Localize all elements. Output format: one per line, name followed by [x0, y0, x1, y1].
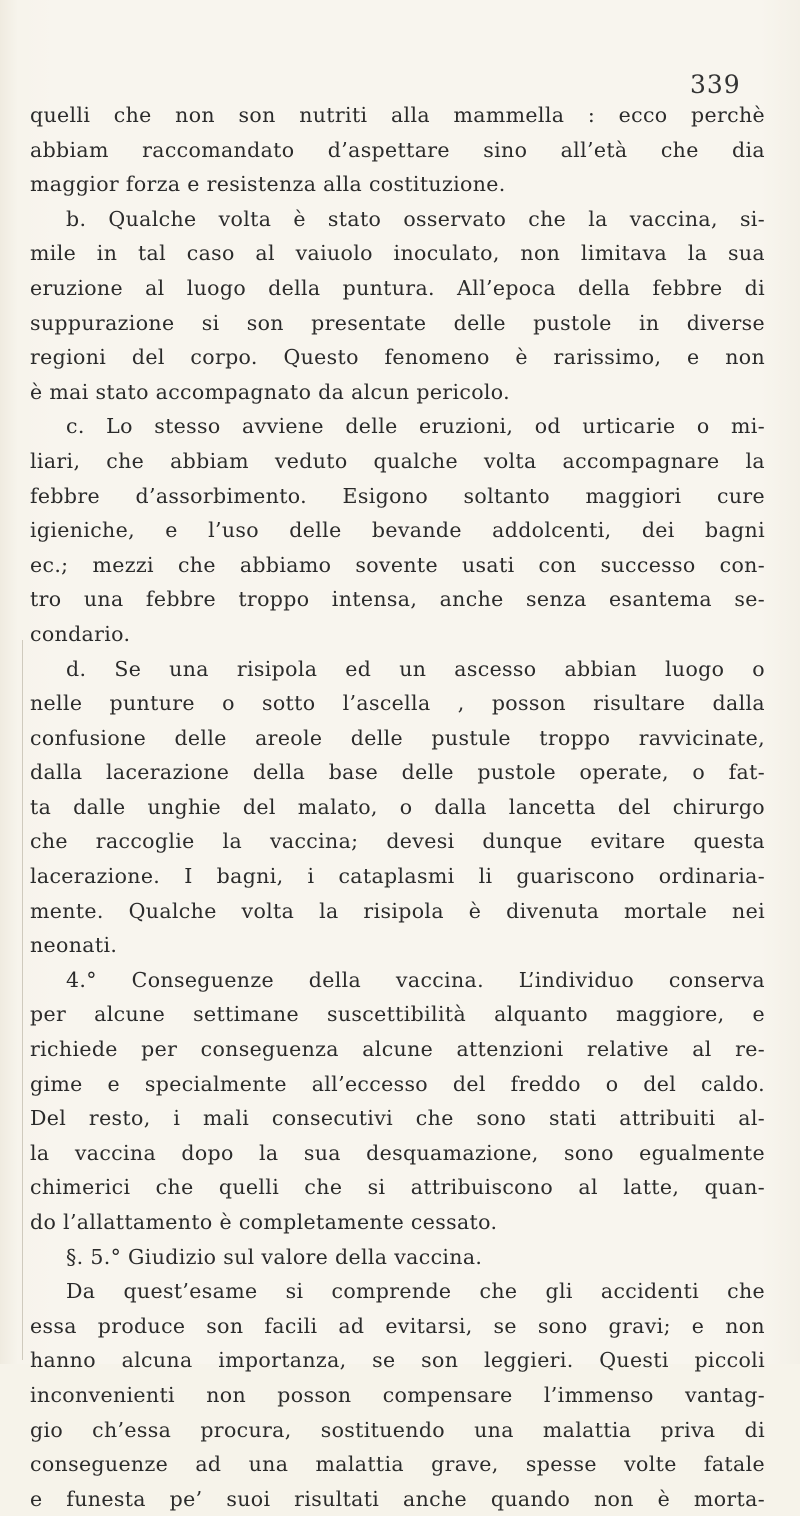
text-line: conseguenze ad una malattia grave, spesse volte fatale	[30, 1452, 765, 1477]
text-line: inconvenienti non posson compensare l’immenso vantag-	[30, 1382, 765, 1407]
text-line: per alcune settimane suscettibilità alquanto maggiore, e	[30, 1002, 765, 1027]
text-line: abbiam raccomandato d’aspettare sino all’età che dia	[30, 137, 765, 162]
text-line: richiede per conseguenza alcune attenzioni relative al re-	[30, 1037, 765, 1062]
text-line: essa produce son facili ad evitarsi, se sono gravi; e non	[30, 1313, 765, 1338]
text-line: quelli che non son nutriti alla mammella : ecco perchè	[30, 103, 765, 127]
text-line: chimerici che quelli che si attribuiscono al latte, quan-	[30, 1175, 765, 1200]
text-line: c. Lo stesso avviene delle eruzioni, od urticarie o mi-	[66, 414, 765, 439]
body-text	[30, 98, 765, 1516]
text-line: neonati.	[30, 933, 118, 958]
text-line: gio ch’essa procura, sostituendo una malattia priva di	[30, 1417, 765, 1442]
text-line: la vaccina dopo la sua desquamazione, sono egualmente	[30, 1140, 765, 1165]
text-line: Del resto, i mali consecutivi che sono stati attribuiti al-	[30, 1106, 765, 1131]
text-line: e funesta pe’ suoi risultati anche quando non è morta-	[30, 1486, 765, 1511]
text-line: maggior forza e resistenza alla costituzione.	[30, 172, 506, 197]
text-line: mente. Qualche volta la risipola è divenuta mortale nei	[30, 898, 765, 923]
text-line: do l’allattamento è completamente cessato.	[30, 1210, 498, 1234]
text-line: suppurazione si son presentate delle pustole in diverse	[30, 310, 765, 335]
text-line: mile in tal caso al vaiuolo inoculato, non limitava la sua	[30, 241, 765, 266]
text-line: regioni del corpo. Questo fenomeno è rarissimo, e non	[30, 345, 765, 370]
text-line: igieniche, e l’uso delle bevande addolcenti, dei bagni	[30, 518, 765, 543]
text-line: ec.; mezzi che abbiamo sovente usati con successo con-	[30, 552, 765, 577]
text-line: tro una febbre troppo intensa, anche senza esantema se-	[30, 587, 765, 612]
text-line: d. Se una risipola ed un ascesso abbian luogo o	[66, 656, 765, 681]
text-line: §. 5.° Giudizio sul valore della vaccina.	[66, 1244, 483, 1269]
text-line: nelle punture o sotto l’ascella , posson risultare dalla	[30, 691, 765, 716]
text-line: lacerazione. I bagni, i cataplasmi li guariscono ordinaria-	[30, 864, 765, 889]
text-line: 4.° Conseguenze della vaccina. L’individuo conserva	[66, 967, 765, 992]
text-line: condario.	[30, 621, 131, 646]
text-line: hanno alcuna importanza, se son leggieri. Questi piccoli	[30, 1348, 765, 1373]
text-line: confusione delle areole delle pustule troppo ravvicinate,	[30, 725, 765, 750]
text-line: che raccoglie la vaccina; devesi dunque evitare questa	[30, 829, 765, 854]
text-line: dalla lacerazione della base delle pustole operate, o fat-	[30, 760, 765, 785]
page-number: 339	[690, 70, 741, 99]
text-line: è mai stato accompagnato da alcun pericolo.	[30, 379, 510, 404]
text-line: b. Qualche volta è stato osservato che la vaccina, si-	[66, 206, 765, 231]
text-line: eruzione al luogo della puntura. All’epoca della febbre di	[30, 275, 765, 300]
page-edge-shadow	[22, 640, 23, 1360]
text-line: Da quest’esame si comprende che gli accidenti che	[66, 1279, 765, 1304]
text-line: ta dalle unghie del malato, o dalla lancetta del chirurgo	[30, 794, 765, 819]
text-line: gime e specialmente all’eccesso del freddo o del caldo.	[30, 1071, 765, 1096]
text-line: liari, che abbiam veduto qualche volta accompagnare la	[30, 448, 765, 473]
text-line: febbre d’assorbimento. Esigono soltanto maggiori cure	[30, 483, 765, 508]
